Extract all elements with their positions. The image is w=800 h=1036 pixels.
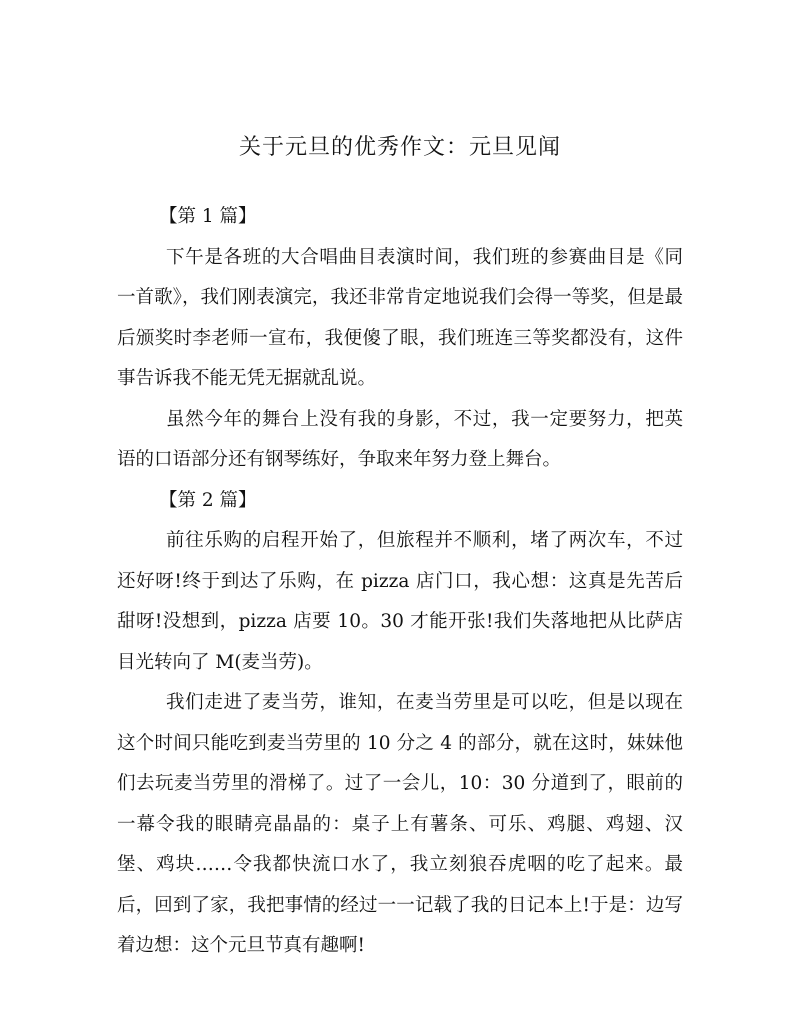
section-1-paragraph-2: 虽然今年的舞台上没有我的身影，不过，我一定要努力，把英语的口语部分还有钢琴练好，争取来年努力登上舞台。 [117, 408, 683, 470]
section-heading-1: 【第 1 篇】 [159, 206, 257, 227]
document-title: 关于元旦的优秀作文：元旦见闻 [238, 135, 561, 160]
section-2-paragraph-2: 我们走进了麦当劳，谁知，在麦当劳里是可以吃，但是以现在这个时间只能吃到麦当劳里的 10 分之 4 的部分，就在这时，妹妹他们去玩麦当劳里的滑梯了。过了一会儿，10：30 分道到了，眼前的一幕令我的眼睛亮晶晶的：桌子上有薯条、可乐、鸡腿、鸡翅、汉堡、鸡块……令我都快流口水了，我立刻狼吞虎咽的吃了起来。最后，回到了家，我把事情的经过一一记载了我的日记本上!于是：边写着边想：这个元旦节真有趣啊! [117, 692, 683, 956]
section-1-paragraph-1: 下午是各班的大合唱曲目表演时间，我们班的参赛曲目是《同一首歌》，我们刚表演完，我还非常肯定地说我们会得一等奖，但是最后颁奖时李老师一宣布，我便傻了眼，我们班连三等奖都没有，这件事告诉我不能无凭无据就乱说。 [117, 246, 683, 389]
section-heading-2: 【第 2 篇】 [159, 489, 257, 511]
section-2-paragraph-1: 前往乐购的启程开始了，但旅程并不顺利，堵了两次车，不过还好呀!终于到达了乐购，在 pizza 店门口，我心想：这真是先苦后甜呀!没想到，pizza 店要 10。30 才能开张!我们失落地把从比萨店目光转向了 M(麦当劳)。 [117, 530, 683, 673]
document-body [117, 197, 683, 967]
